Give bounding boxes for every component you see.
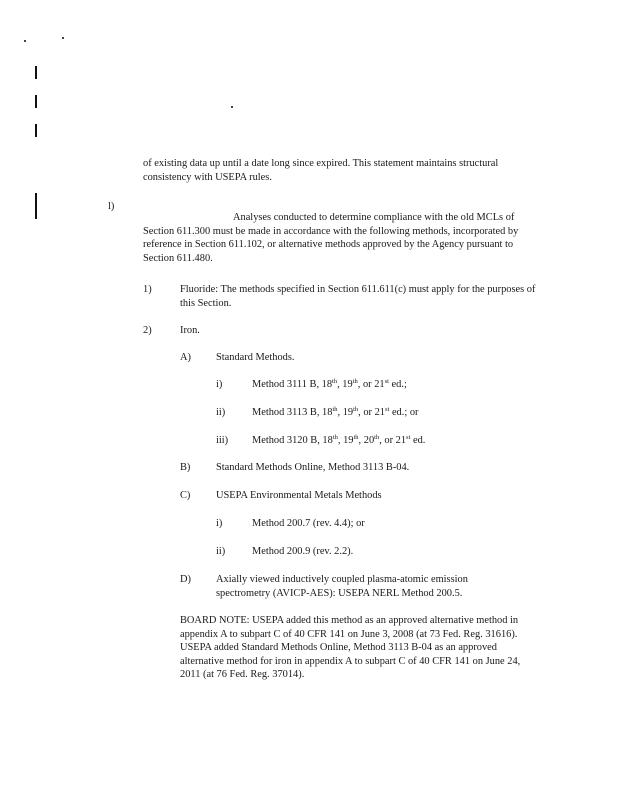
usepa-metals-heading: USEPA Environmental Metals Methods — [216, 490, 382, 501]
subitem-letter: D) — [180, 574, 191, 585]
method-number: i) — [216, 379, 223, 390]
method-200-9: Method 200.9 (rev. 2.2). — [252, 546, 354, 557]
revision-bar — [35, 66, 37, 79]
revision-bar — [35, 193, 37, 219]
standard-methods-heading: Standard Methods. — [216, 352, 295, 363]
revision-bar — [35, 124, 37, 137]
item-number: 1) — [143, 284, 152, 295]
fluoride-paragraph: Fluoride: The methods specified in Section 611.611(c) must apply for the purposes of this Section. — [180, 284, 536, 309]
revision-bar — [35, 95, 37, 108]
subitem-letter: A) — [180, 352, 191, 363]
scan-speck — [24, 40, 26, 42]
scan-speck — [62, 37, 64, 39]
method-200-7: Method 200.7 (rev. 4.4); or — [252, 518, 365, 529]
subitem-letter: B) — [180, 462, 191, 473]
avicp-aes-paragraph: Axially viewed inductively coupled plasma-atomic emission spectrometry (AVICP-AES): USEPA NERL Method 200.5. — [216, 574, 468, 599]
method-number: i) — [216, 518, 223, 529]
section-marker: l) — [108, 201, 115, 212]
item-number: 2) — [143, 325, 152, 336]
method-number: iii) — [216, 435, 229, 446]
standard-methods-online: Standard Methods Online, Method 3113 B-04. — [216, 462, 410, 473]
method-number: ii) — [216, 407, 226, 418]
iron-heading: Iron. — [180, 325, 200, 336]
method-3120b: Method 3120 B, 18th, 19th, 20th, or 21st ed. — [252, 434, 426, 446]
section-intro-paragraph: Analyses conducted to determine compliance with the old MCLs of Section 611.300 must be made in accordance with the following methods, incorporated by reference in Section 611.102, or alternative methods approved by the Agency pursuant to Section 611.480. — [143, 212, 519, 264]
method-number: ii) — [216, 546, 226, 557]
subitem-letter: C) — [180, 490, 191, 501]
method-3113b: Method 3113 B, 18th, 19th, or 21st ed.; or — [252, 406, 419, 418]
method-3111b: Method 3111 B, 18th, 19th, or 21st ed.; — [252, 378, 407, 390]
scan-speck — [231, 106, 233, 108]
board-note: BOARD NOTE: USEPA added this method as an approved alternative method in appendix A to subpart C of 40 CFR 141 on June 3, 2008 (at 73 Fed. Reg. 31616). USEPA added Standard Methods Online, Method 3113 B-04 as an approved alternative method for iron in appendix A to subpart C of 40 CFR 141 on June 24, 2011 (at 76 Fed. Reg. 37014). — [180, 615, 521, 680]
continuation-paragraph: of existing data up until a date long since expired. This statement maintains structural consistency with USEPA rules. — [143, 158, 499, 183]
